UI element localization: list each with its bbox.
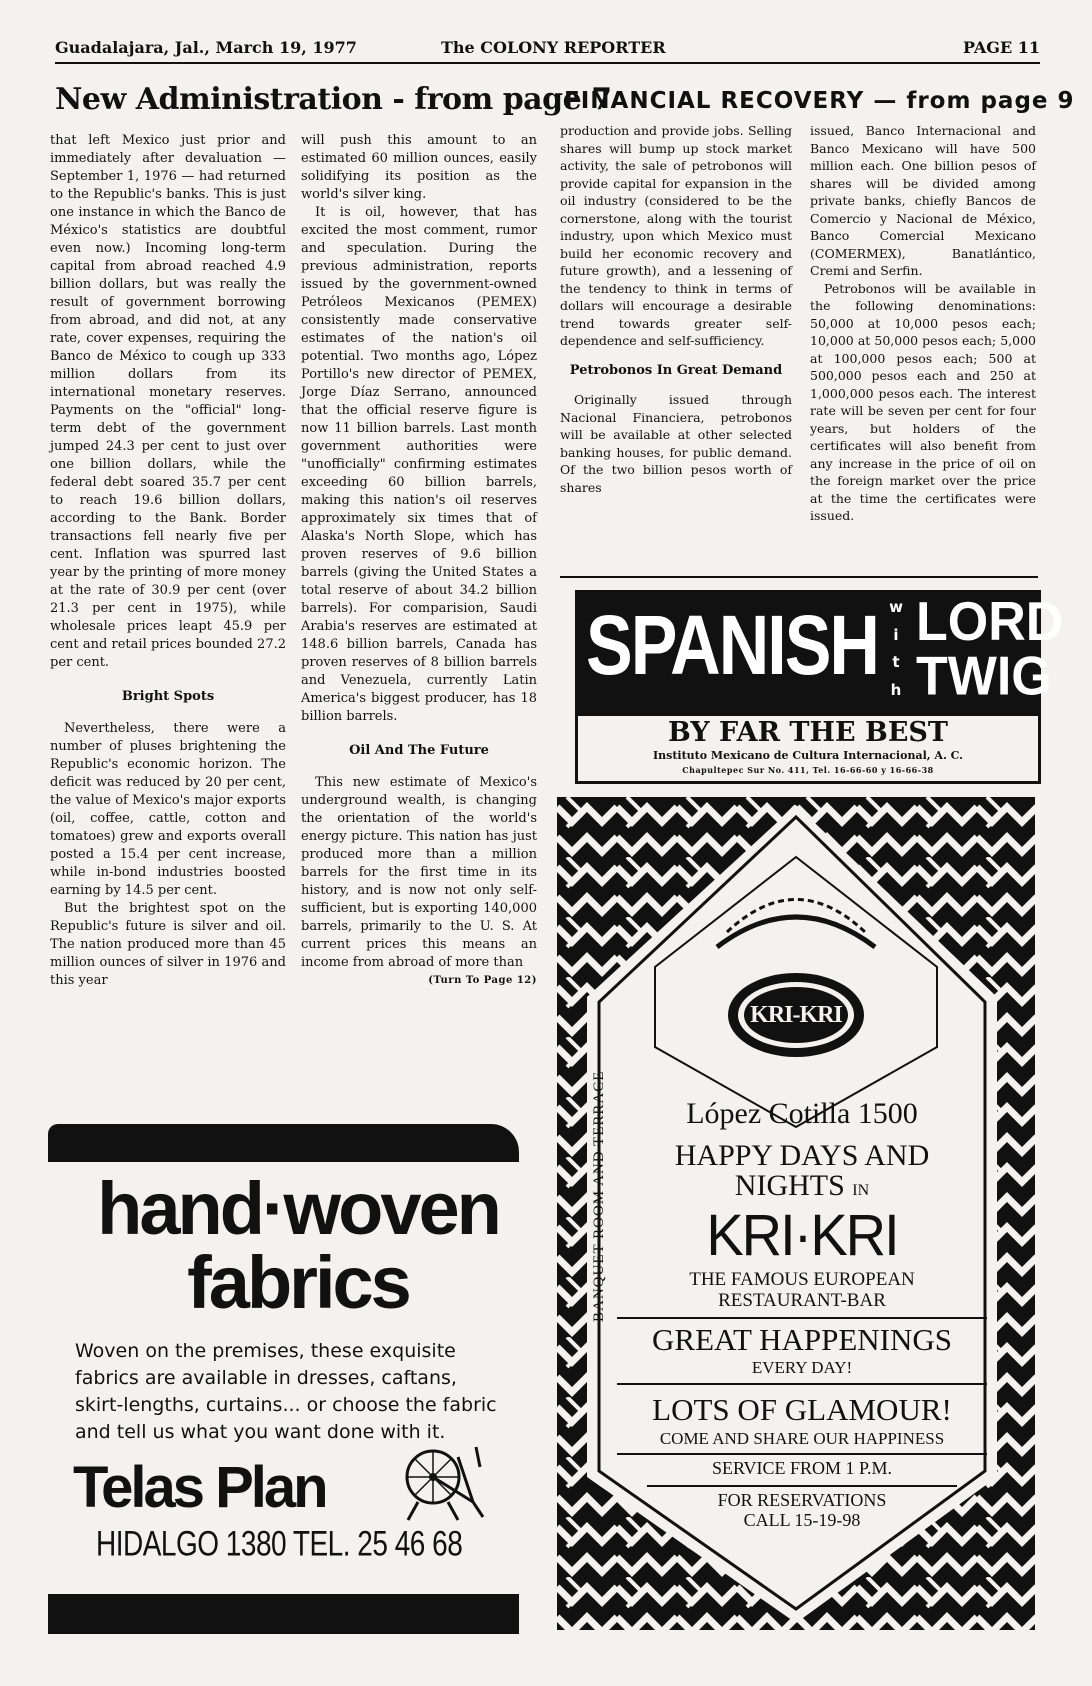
left-story-column-1 — [50, 132, 286, 990]
tagline: BY FAR THE BEST — [668, 717, 948, 748]
paragraph: But the brightest spot on the Republic's future is silver and oil. The nation produced more than 45 million ounces of silver in 1976 and this year — [50, 901, 286, 988]
lord-twig — [916, 591, 1064, 708]
page-number: PAGE 11 — [963, 38, 1040, 57]
dateline: Guadalajara, Jal., March 19, 1977 — [55, 38, 357, 57]
kri-name: KRI·KRI — [706, 1201, 898, 1268]
spanish-ad-footer — [578, 713, 1038, 781]
paper-name: The COLONY REPORTER — [441, 38, 666, 57]
ad-headline-2: fabrics — [187, 1241, 409, 1324]
kri-line2 — [617, 1169, 987, 1203]
left-story-headline: New Administration - from page 7 — [55, 82, 612, 117]
right-story-column-2 — [810, 122, 1036, 525]
kri-everyday: EVERY DAY! — [751, 1358, 853, 1377]
kri-kri-ad — [557, 797, 1035, 1630]
kri-phone: CALL 15-19-98 — [743, 1510, 861, 1530]
kri-sub2: RESTAURANT-BAR — [718, 1290, 886, 1311]
ad-copy: Woven on the premises, these exquisite fabrics are available in dresses, caftans, skirt-lengths, curtains... or choose the fabric and tell us what you want done with it. — [75, 1340, 497, 1443]
paragraph: This new estimate of Mexico's underground wealth, is changing the orientation of the world's energy picture. This nation has just produced more than a million barrels for the first time in its history, and is now not only self-sufficient, but is exporting 140,000 barrels, primarily to the U. S. At current prices this means an income from abroad of more than — [301, 775, 537, 970]
paragraph: that left Mexico just prior and immediately after devaluation — September 1, 1976 — had returned to the Republic's banks. This is just one instance in which the Banco de México's statistics are doubtful even now.) Incoming long-term capital from abroad reached 4.9 billion dollars, but was really the result of government borrowing from abroad, and did not, at any rate, cover expenses, requiring the Banco de México to cough up 333 million dollars from its international monetary reserves. Payments on the "official" long-term debt of the government jumped 24.3 per cent to just over one billion dollars, while the federal debt soared 35.7 per cent to reach 19.6 billion dollars, according to the Bank. Border transactions fell nearly five per cent. Inflation was spurred last year by the printing of more money at the rate of 30.9 per cent (over 21.3 per cent in 1975), while wholesale prices leapt 45.9 per cent and retail prices bounded 27.2 per cent. — [50, 133, 286, 670]
kri-sub1: THE FAMOUS EUROPEAN — [689, 1269, 915, 1290]
spanish-word: SPANISH — [586, 598, 878, 692]
with-letter: w — [889, 598, 903, 616]
right-story-headline: FINANCIAL RECOVERY — from page 9 — [564, 88, 1075, 114]
kri-line1: HAPPY DAYS AND — [674, 1139, 930, 1172]
kri-divider — [617, 1383, 987, 1385]
paragraph: Petrobonos will be available in the following denominations: 50,000 at 10,000 pesos each; 10,000 at 50,000 pesos each; 5,000 at 100,000 pesos each; 500 at 500,000 pesos each and 250 at 1,000,000 pesos each. The interest rate will be seven per cent for four years, but holders of the certificates will also benefit from any increase in the price of oil on the foreign market over the price at the time the certificates were issued. — [810, 280, 1036, 523]
spanish-school-ad — [575, 590, 1064, 784]
kri-divider — [617, 1453, 987, 1455]
paragraph: Originally issued through Nacional Financiera, petrobonos will be available at other selected banking houses, for public demand. Of the two billion pesos worth of shares — [560, 392, 792, 495]
paragraph: It is oil, however, that has excited the most comment, rumor and speculation. During the previous administration, reports issued by the government-owned Petróleos Mexicanos (PEMEX) consistently made conservative estimates of the nation's oil potential. Two months ago, López Portillo's new director of PEMEX, Jorge Díaz Serrano, announced that the official reserve figure is now 11 billion barrels. Last month government authorities were "unofficially" confirming estimates exceeding 60 billion barrels, making this nation's oil reserves approximately six times that of Alaska's North Slope, which has proven reserves of 9.6 billion barrels (giving the United States a total reserve of about 34.2 billion barrels). For comparision, Saudi Arabia's reserves are estimated at 148.6 billion barrels, Canada has proven reserves of 8 billion barrels and Venezuela, currently Latin America's biggest producer, has 18 billion barrels. — [301, 205, 537, 724]
kri-glamour: LOTS OF GLAMOUR! — [652, 1392, 952, 1427]
folio-rule — [55, 62, 1040, 64]
paragraph: will push this amount to an estimated 60 million ounces, easily solidifying its position as the world's silver king. — [301, 133, 537, 202]
ad-address: HIDALGO 1380 TEL. 25 46 68 — [96, 1524, 463, 1563]
subhead-bright-spots: Bright Spots — [121, 689, 215, 704]
with-letter: i — [893, 625, 899, 644]
divider — [560, 576, 1038, 578]
kri-service: SERVICE FROM 1 P.M. — [711, 1458, 893, 1478]
right-story-column-1 — [560, 122, 792, 496]
kri-side-text: BANQUET ROOM AND TERRACE — [591, 1070, 607, 1322]
twig-word: TWIG — [916, 646, 1052, 708]
subhead-petrobonos: Petrobonos In Great Demand — [569, 362, 783, 378]
ad-headline-1: hand·woven — [97, 1167, 499, 1250]
with-letter: t — [892, 653, 900, 672]
kri-happenings: GREAT HAPPENINGS — [652, 1322, 952, 1357]
institute-address: Chapultepec Sur No. 411, Tel. 16-66-60 y 16-66-38 — [682, 765, 934, 775]
lord-word: LORD — [916, 591, 1064, 653]
kri-divider — [617, 1317, 987, 1319]
paragraph: Nevertheless, there were a number of pluses brightening the Republic's economic horizon. The deficit was reduced by 20 per cent, the value of Mexico's major exports (oil, coffee, cattle, cotton and tomatoes) grew and exports overall posted a 15.4 per cent increase, while in-bond industries boosted earning by 14.5 per cent. — [50, 721, 286, 898]
with-vertical — [885, 599, 907, 699]
kri-in: IN — [852, 1182, 870, 1199]
folio — [55, 38, 1040, 62]
brand-name: Telas Plan — [73, 1455, 326, 1520]
with-letter: h — [890, 680, 902, 699]
kri-share: COME AND SHARE OUR HAPPINESS — [659, 1429, 945, 1448]
jump-line: (Turn To Page 12) — [428, 975, 537, 986]
kri-divider — [647, 1485, 957, 1487]
left-story-column-2 — [301, 132, 537, 990]
subhead-oil-future: Oil And The Future — [349, 743, 489, 758]
kri-address: López Cotilla 1500 — [686, 1097, 918, 1130]
telas-plan-ad — [48, 1124, 519, 1634]
kri-logo: KRI-KRI — [750, 1002, 842, 1028]
spinning-wheel-icon — [398, 1442, 488, 1522]
institute-name: Instituto Mexicano de Cultura Internacional, A. C. — [652, 749, 963, 762]
kri-reservations: FOR RESERVATIONS — [717, 1490, 887, 1510]
paragraph: issued, Banco Internacional and Banco Mexicano will have 500 million each. One billion pesos of shares will be divided among private banks, chiefly Bancos de Comercio y Nacional de México, Banco Comercial Mexicano (COMERMEX), Banatlántico, Cremi and Serfin. — [810, 123, 1036, 278]
paragraph: production and provide jobs. Selling shares will bump up stock market activity, the sale of petrobonos will provide capital for expansion in the oil industry (considered to be the cornerstone, along with the tourist industry, upon which Mexico must build her economic recovery and future growth), and a lessening of the tendency to think in terms of dollars will encourage a desirable trend towards greater self-dependence and self-sufficiency. — [560, 123, 792, 348]
kri-nights: NIGHTS — [734, 1169, 845, 1202]
ad-body — [48, 1162, 519, 1594]
